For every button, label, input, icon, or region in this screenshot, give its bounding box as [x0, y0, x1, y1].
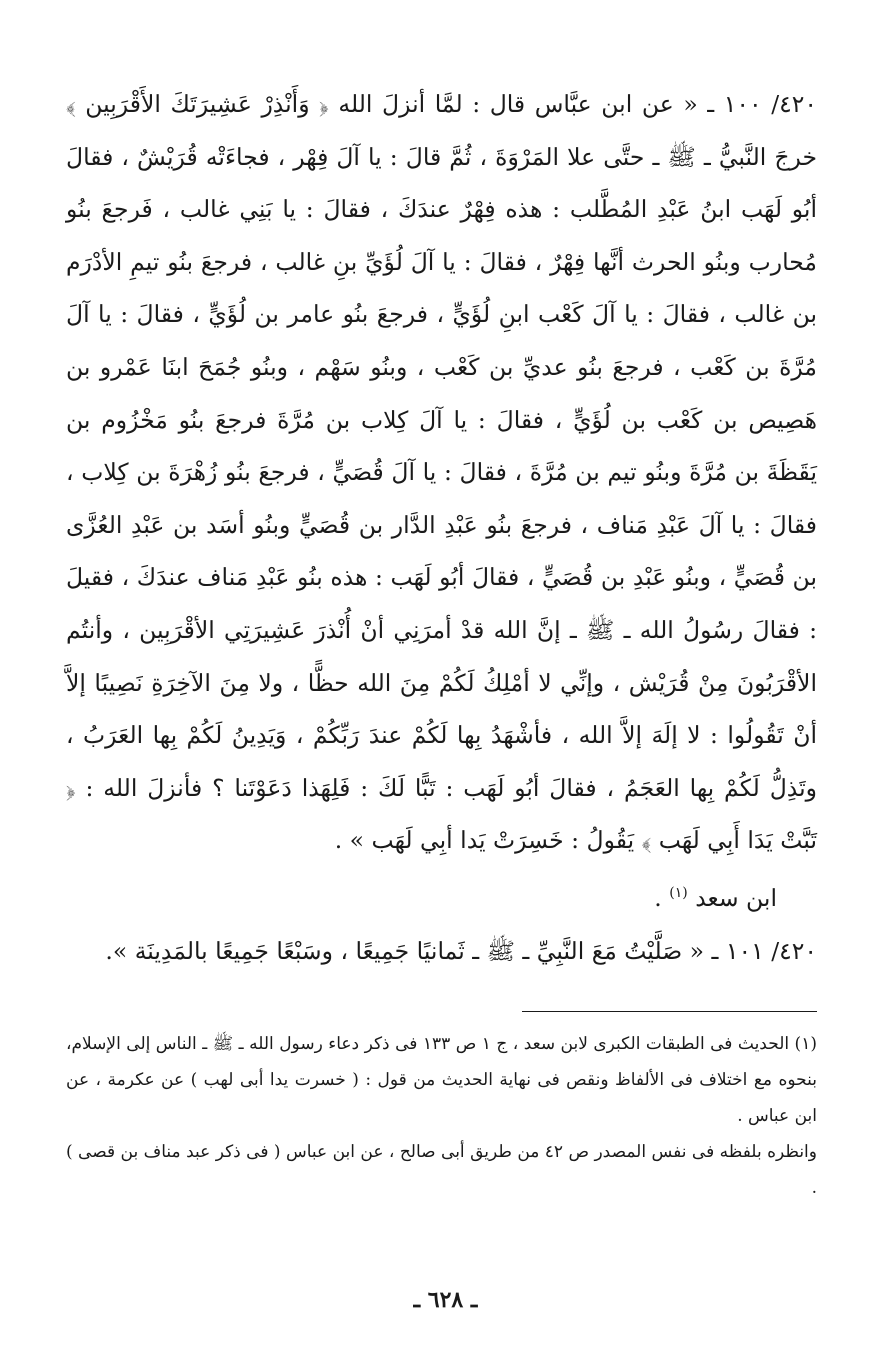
- main-text: [66, 78, 817, 977]
- footnote-ref: (١): [669, 884, 688, 901]
- hadith-100-source: [66, 867, 817, 925]
- footnote-1-continued: وانظره بلفظه فى نفس المصدر ص ٤٢ من طريق أبى صالح ، عن ابن عباس ( فى ذكر عبد مناف بن قصى ) .: [66, 1142, 817, 1199]
- footnote-1: (١) الحديث فى الطبقات الكبرى لابن سعد ، ج ١ ص ١٣٣ فى ذكر دعاء رسول الله ـ ﷺ ـ الناس إلى الإسلام، بنحوه مع اختلاف فى الألفاظ ونقص فى نهاية الحديث من قول : ( خسرت يدا أبى لهب ) عن عكرمة ، عن ابن عباس .: [66, 1034, 817, 1127]
- footnotes: [66, 1026, 817, 1206]
- footnote-separator: [522, 1011, 817, 1012]
- hadith-101: ٤٢٠/ ١٠١ ـ « صَلَّيْتُ مَعَ النَّبِيِّ ـ ﷺ ـ ثَمانيًا جَمِيعًا ، وسَبْعًا جَمِيعًا بالمَدِينَة ».: [105, 936, 817, 965]
- hadith-100: ٤٢٠/ ١٠٠ ـ « عن ابن عبَّاس قال : لمَّا أنزلَ الله ﴿ وَأَنْذِرْ عَشِيرَتَكَ الأَقْرَبِين ﴾ خرجَ النَّبيُّ ـ ﷺ ـ حتَّى علا المَرْوَةَ ، ثُمَّ قالَ : يا آلَ فِهْر ، فجاءَتْه قُرَيْشٌ ، فقالَ أبُو لَهَب ابنُ عَبْدِ المُطَّلب : هذه فِهْرٌ عندَكَ ، فقالَ : يا بَنِي غالب ، فَرجعَ بنُو مُحارب وبنُو الحرث أنَّها فِهْرٌ ، فقالَ : يا آلَ لُؤَيِّ بنِ غالب ، فرجعَ بنُو تيمِ الأدْرَم بن غالب ، فقالَ : يا آلَ كَعْب ابنِ لُؤَيٍّ ، فرجعَ بنُو عامر بن لُؤَيٍّ ، فقالَ : يا آلَ مُرَّةَ بن كَعْب ، فرجعَ بنُو عديِّ بن كَعْب ، وبنُو سَهْم ، وبنُو جُمَحَ ابنَا عَمْرو بن هَصِيص بن كَعْب بن لُؤَيٍّ ، فقالَ : يا آلَ كِلاب بن مُرَّةَ فرجعَ بنُو مَخْزُوم بن يَقَظَةَ بن مُرَّةَ وبنُو تيم بن مُرَّةَ ، فقالَ : يا آلَ قُصَيٍّ ، فرجعَ بنُو زُهْرَةَ بن كِلاب ، فقالَ : يا آلَ عَبْدِ مَناف ، فرجعَ بنُو عَبْدِ الدَّار بن قُصَيٍّ وبنُو أسَد بن عَبْدِ العُزَّى بن قُصَيٍّ ، وبنُو عَبْدِ بن قُصَيٍّ ، فقالَ أبُو لَهَب : هذه بنُو عَبْدِ مَناف عندَكَ ، فقيلَ : فقالَ رسُولُ الله ـ ﷺ ـ إنَّ الله قدْ أمرَنِي أنْ أُنْذرَ عَشِيرَتِي الأقْرَبِين ، وأنتُم الأقْرَبُونَ مِنْ قُرَيْش ، وإنِّي لا أمْلِكُ لَكُمْ مِنَ الله حظًّا ، ولا مِنَ الآخِرَةِ نَصِيبًا إلاَّ أنْ تَقُولُوا : لا إلَهَ إلاَّ الله ، فأشْهَدُ بِها لَكُمْ عندَ رَبِّكُمْ ، وَيَدِينُ لَكُمْ بِها العَرَبُ ، وتَذِلُّ لَكُمْ بِها العَجَمُ ، فقالَ أبُو لَهَب : تَبًّا لَكَ : فَلِهَذا دَعَوْتَنا ؟ فأنزلَ الله : ﴿ تَبَّتْ يَدَا أَبِي لَهَب ﴾ يَقُولُ : خَسِرَتْ يَدا أبِي لَهَب » .: [66, 90, 817, 855]
- page-number: ـ ٦٢٨ ـ: [413, 1287, 478, 1313]
- source-end: .: [654, 883, 670, 912]
- source-name: ابن سعد: [695, 883, 777, 912]
